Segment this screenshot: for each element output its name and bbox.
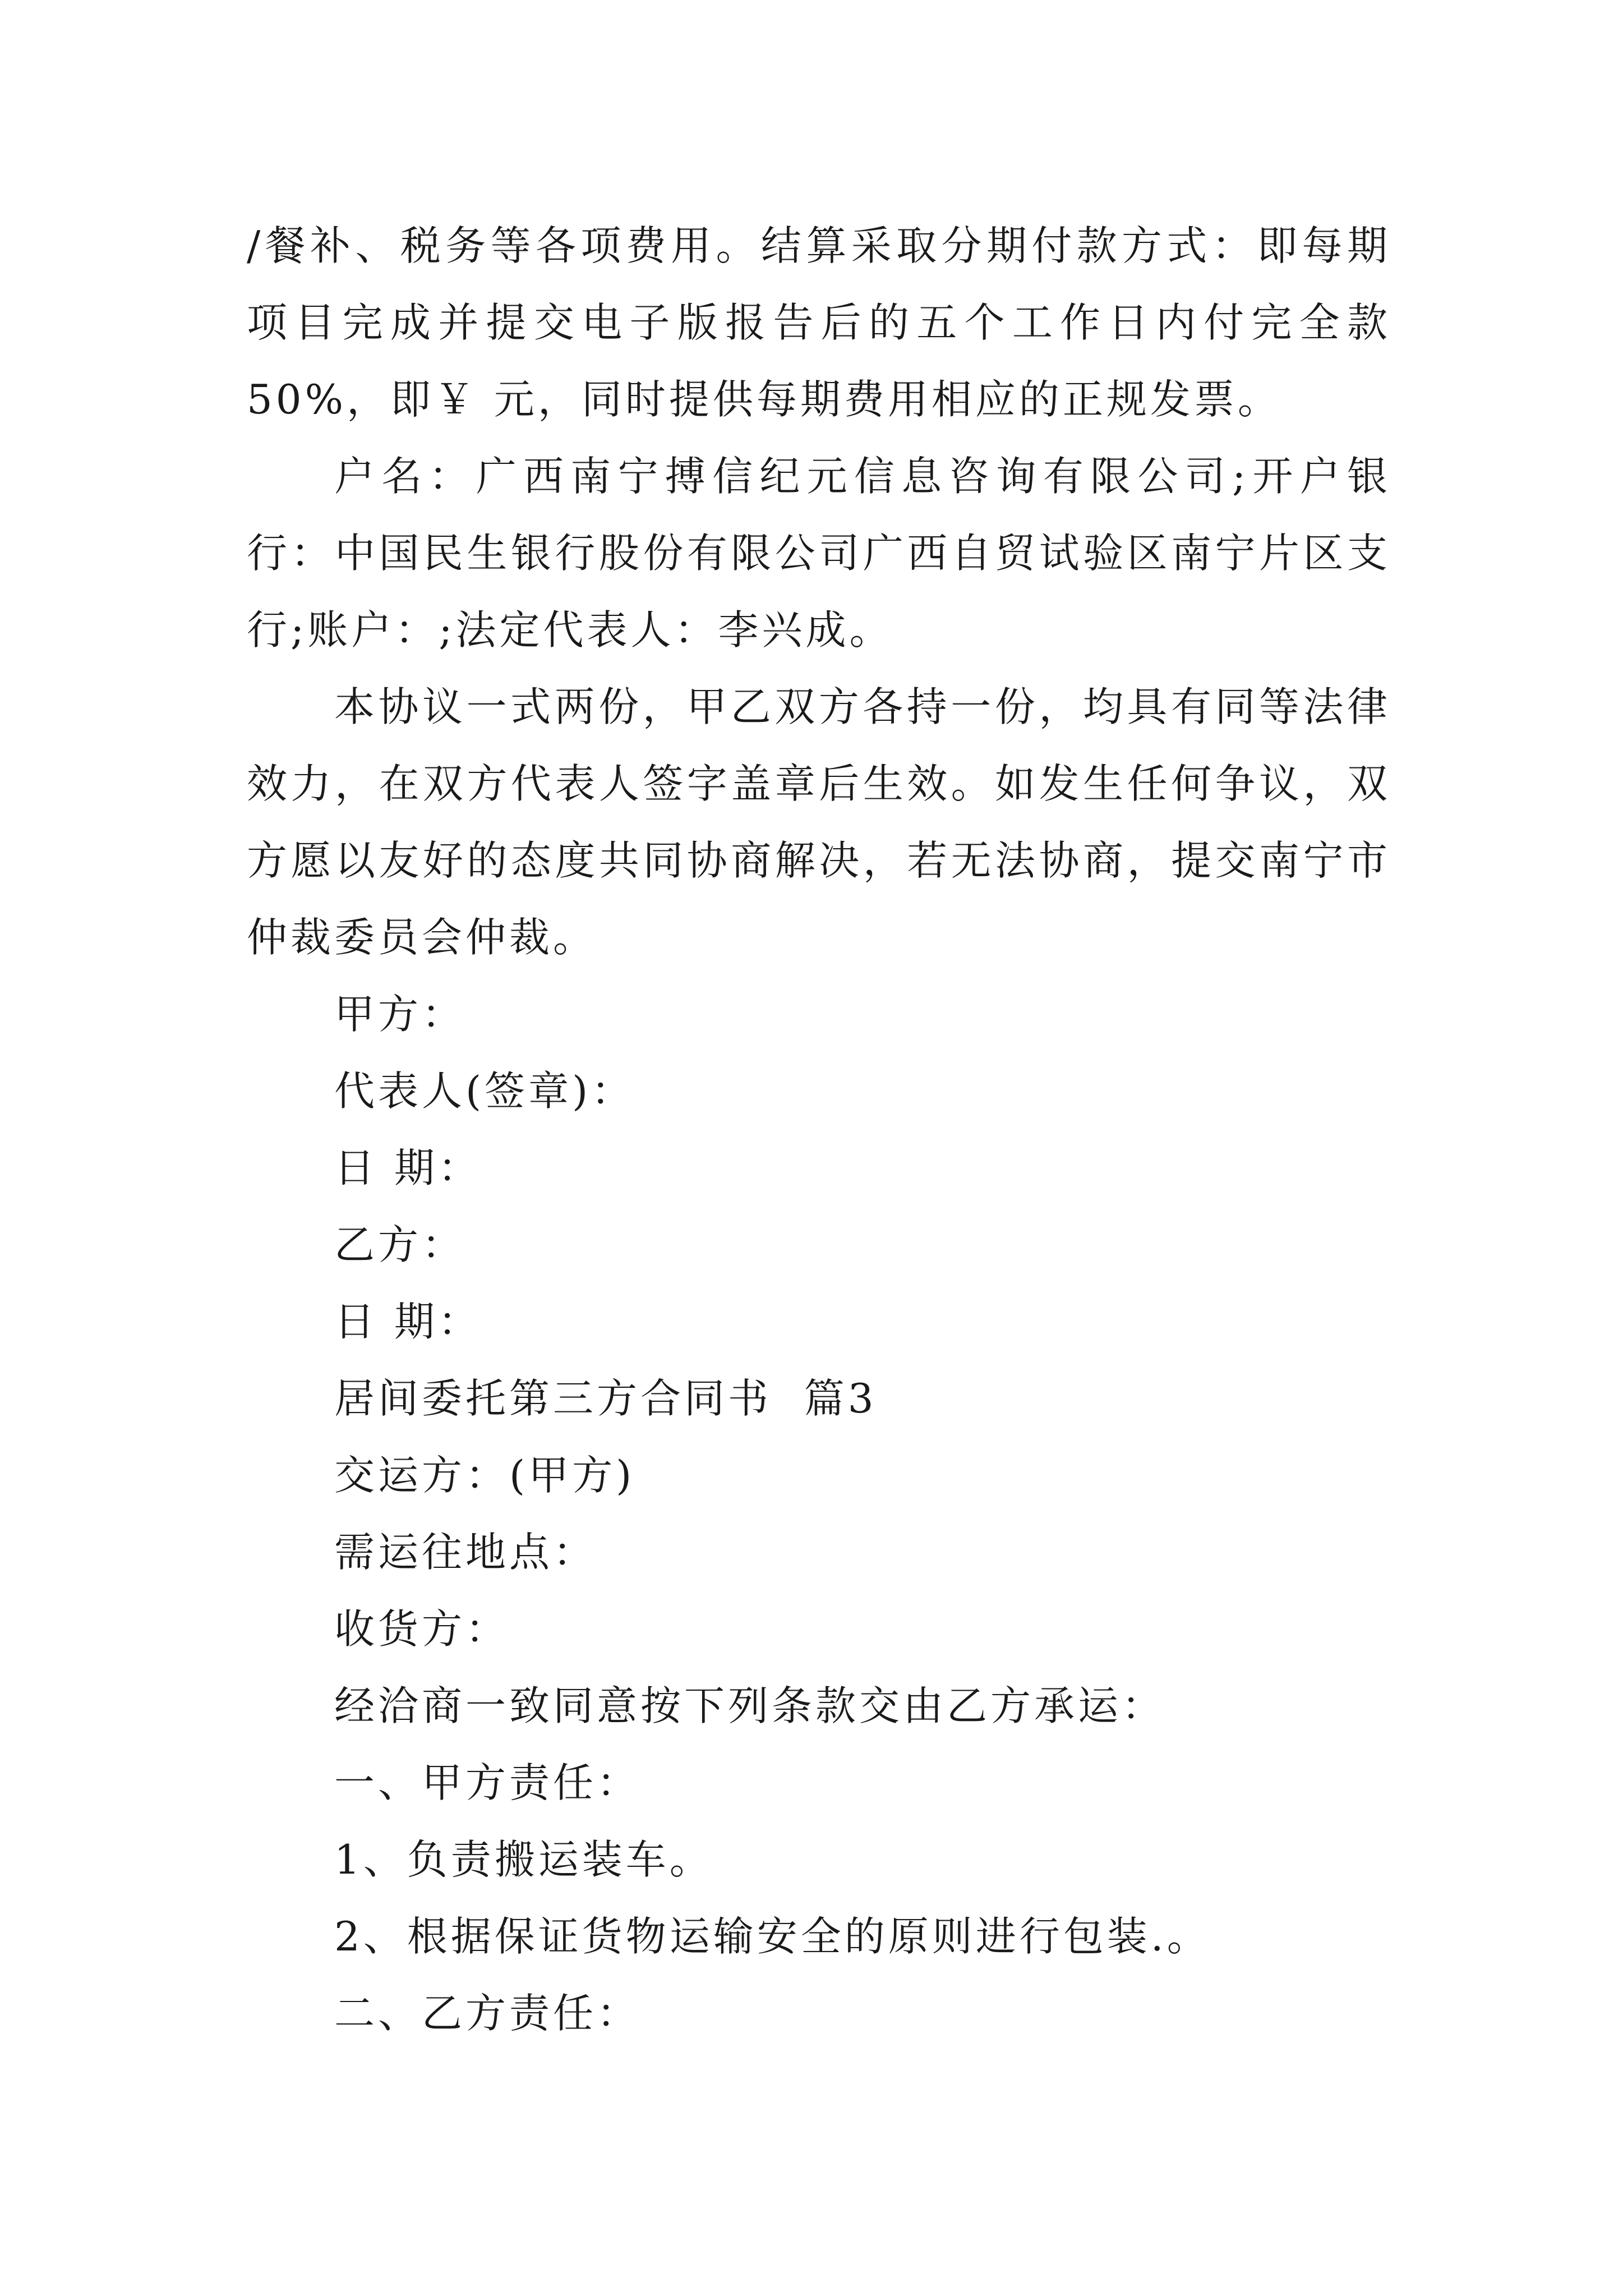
representative-signature-label: 代表人(签章)： — [334, 1068, 635, 1115]
agreement-copies-paragraph: 本协议一式两份，甲乙双方各持一份，均具有同等法律效力，在双方代表人签字盖章后生效。如发生任何争议，双方愿以友好的态度共同协商解决，若无法协商，提交南宁市仲裁委员会仲裁。 — [247, 683, 1391, 961]
terms-intro: 经洽商一致同意按下列条款交由乙方承运： — [334, 1682, 1166, 1729]
bank-account-paragraph: 户名：广西南宁搏信纪元信息咨询有限公司;开户银行：中国民生银行股份有限公司广西自贸试验区南宁片区支行;账户：;法定代表人：李兴成。 — [247, 453, 1391, 654]
party-b-label: 乙方： — [334, 1221, 466, 1268]
shipper-label: 交运方：(甲方) — [334, 1452, 635, 1499]
party-a-duties-heading: 一、甲方责任： — [334, 1759, 641, 1806]
section-title: 居间委托第三方合同书 篇3 — [334, 1375, 877, 1422]
party-a-date-label: 日 期： — [334, 1144, 482, 1191]
party-b-date-label: 日 期： — [334, 1298, 482, 1345]
party-b-duties-heading: 二、乙方责任： — [334, 1990, 641, 2037]
party-a-label: 甲方： — [334, 991, 466, 1038]
consignee-label: 收货方： — [334, 1605, 510, 1653]
payment-terms-paragraph: /餐补、税务等各项费用。结算采取分期付款方式：即每期项目完成并提交电子版报告后的五个工作日内付完全款50%，即￥ 元，同时提供每期费用相应的正规发票。 — [247, 222, 1391, 423]
party-a-duty-item: 1、负责搬运装车。 — [334, 1836, 713, 1883]
party-a-duty-item: 2、根据保证货物运输安全的原则进行包装.。 — [334, 1913, 1211, 1960]
document-body — [247, 208, 1391, 2052]
destination-label: 需运往地点： — [334, 1529, 597, 1576]
